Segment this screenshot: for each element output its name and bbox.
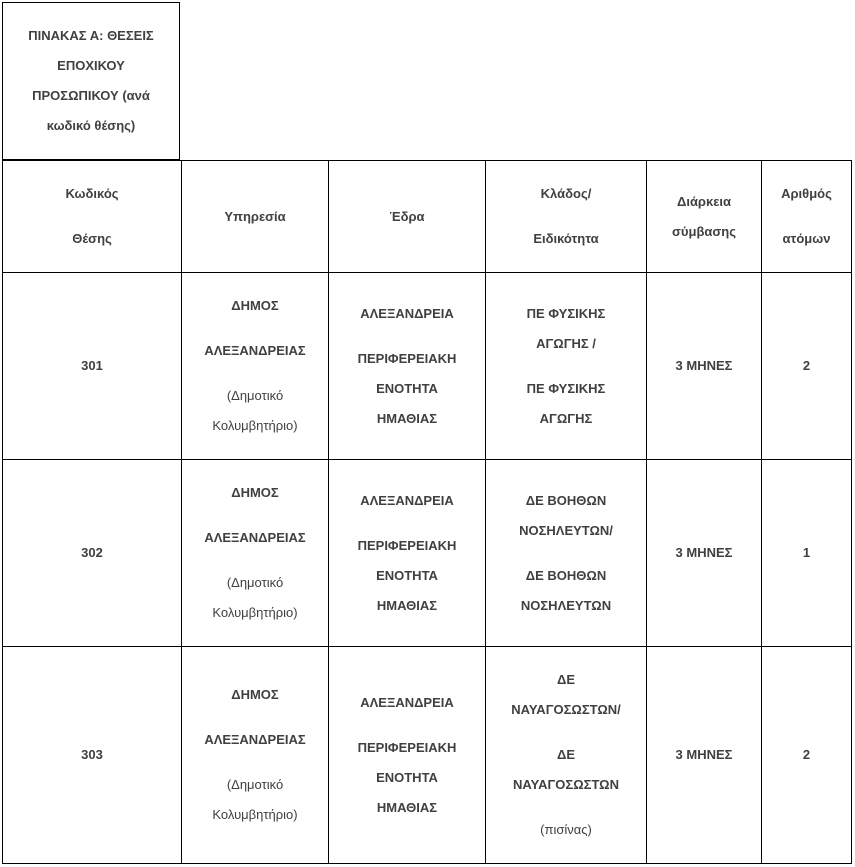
header-service: Υπηρεσία — [182, 161, 329, 273]
table-row — [3, 647, 852, 864]
table-title-cell — [2, 2, 180, 160]
service-cell: ΔΗΜΟΣ ΑΛΕΞΑΝΔΡΕΙΑΣ (Δημοτικό Κολυμβητήριο) — [182, 460, 329, 647]
table-row — [3, 273, 852, 460]
header-seat: Έδρα — [329, 161, 486, 273]
seat-cell: ΑΛΕΞΑΝΔΡΕΙΑ ΠΕΡΙΦΕΡΕΙΑΚΗ ΕΝΟΤΗΤΑ ΗΜΑΘΙΑΣ — [329, 460, 486, 647]
table-row — [3, 460, 852, 647]
code-cell: 302 — [3, 460, 182, 647]
duration-cell: 3 ΜΗΝΕΣ — [647, 647, 762, 864]
service-cell: ΔΗΜΟΣ ΑΛΕΞΑΝΔΡΕΙΑΣ (Δημοτικό Κολυμβητήριο) — [182, 647, 329, 864]
header-row — [3, 161, 852, 273]
seat-cell: ΑΛΕΞΑΝΔΡΕΙΑ ΠΕΡΙΦΕΡΕΙΑΚΗ ΕΝΟΤΗΤΑ ΗΜΑΘΙΑΣ — [329, 647, 486, 864]
seat-cell: ΑΛΕΞΑΝΔΡΕΙΑ ΠΕΡΙΦΕΡΕΙΑΚΗ ΕΝΟΤΗΤΑ ΗΜΑΘΙΑΣ — [329, 273, 486, 460]
header-branch: Κλάδος/ Ειδικότητα — [486, 161, 647, 273]
header-duration: Διάρκεια σύμβασης — [647, 161, 762, 273]
branch-cell: ΠΕ ΦΥΣΙΚΗΣ ΑΓΩΓΗΣ / ΠΕ ΦΥΣΙΚΗΣ ΑΓΩΓΗΣ — [486, 273, 647, 460]
header-persons: Αριθμός ατόμων — [762, 161, 852, 273]
persons-cell: 2 — [762, 647, 852, 864]
positions-table — [2, 160, 852, 864]
branch-cell: ΔΕ ΒΟΗΘΩΝ ΝΟΣΗΛΕΥΤΩΝ/ ΔΕ ΒΟΗΘΩΝ ΝΟΣΗΛΕΥΤΩΝ — [486, 460, 647, 647]
persons-cell: 2 — [762, 273, 852, 460]
header-code: Κωδικός Θέσης — [3, 161, 182, 273]
code-cell: 301 — [3, 273, 182, 460]
code-cell: 303 — [3, 647, 182, 864]
table-title: ΠΙΝΑΚΑΣ Α: ΘΕΣΕΙΣ ΕΠΟΧΙΚΟΥ ΠΡΟΣΩΠΙΚΟΥ (ανά κωδικό θέσης) — [28, 28, 154, 133]
branch-cell: ΔΕ ΝΑΥΑΓΟΣΩΣΤΩΝ/ ΔΕ ΝΑΥΑΓΟΣΩΣΤΩΝ (πισίνας) — [486, 647, 647, 864]
duration-cell: 3 ΜΗΝΕΣ — [647, 273, 762, 460]
service-cell: ΔΗΜΟΣ ΑΛΕΞΑΝΔΡΕΙΑΣ (Δημοτικό Κολυμβητήριο) — [182, 273, 329, 460]
duration-cell: 3 ΜΗΝΕΣ — [647, 460, 762, 647]
persons-cell: 1 — [762, 460, 852, 647]
